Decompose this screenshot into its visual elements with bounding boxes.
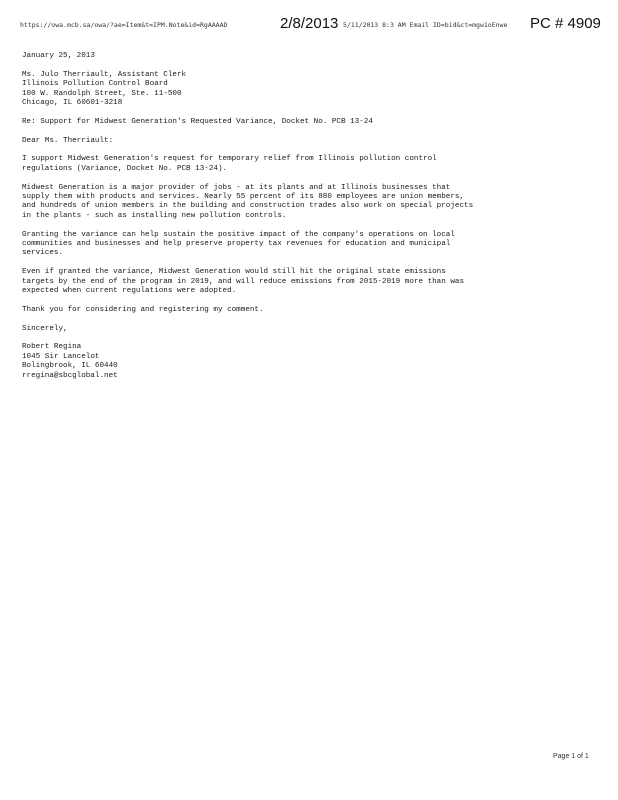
- letter-subject: Re: Support for Midwest Generation's Requested Variance, Docket No. PCB 13-24: [22, 117, 373, 126]
- paragraph: [22, 231, 588, 259]
- paragraph-line: targets by the end of the program in 2019, and will reduce emissions from 2015-2019 more than was: [22, 277, 465, 286]
- header-url: https://owa.mcb.sa/owa/?ae=Item&t=IPM.Note&id=RgAAAAD: [20, 21, 228, 29]
- recipient-line: 100 W. Randolph Street, Ste. 11-500: [22, 89, 182, 98]
- recipient-line: Chicago, IL 60601-3218: [22, 99, 123, 108]
- signature-block: [22, 343, 588, 381]
- paragraph-line: regulations (Variance, Docket No. PCB 13-24).: [22, 164, 228, 173]
- paragraph: [22, 184, 588, 222]
- recipient-address: [22, 71, 588, 109]
- letter-date: January 25, 2013: [22, 52, 95, 60]
- paragraph-line: supply them with products and services. Nearly 55 percent of its 880 employees are union members,: [22, 193, 465, 202]
- letter-body: [22, 52, 588, 381]
- paragraph-line: Midwest Generation is a major provider of jobs - at its plants and at Illinois businesses that: [22, 183, 451, 192]
- paragraph-line: Granting the variance can help sustain the positive impact of the company's operations on local: [22, 230, 455, 239]
- paragraph-line: and hundreds of union members in the building and construction trades also work on special projects: [22, 202, 474, 211]
- recipient-line: Illinois Pollution Control Board: [22, 80, 168, 89]
- paragraph-line: Thank you for considering and registering my comment.: [22, 305, 264, 314]
- header-date: 2/8/2013: [280, 15, 339, 32]
- paragraph-line: expected when current regulations were adopted.: [22, 287, 237, 296]
- public-comment-number: PC # 4909: [530, 15, 601, 32]
- paragraph-line: in the plants - such as installing new pollution controls.: [22, 211, 287, 220]
- recipient-line: Ms. Julo Therriault, Assistant Clerk: [22, 70, 187, 79]
- header-url-tail: 5/11/2013 8:3 AM Email ID=bid&ct=mgw1oEnwe: [343, 21, 508, 29]
- paragraph: [22, 268, 588, 296]
- paragraph: [22, 155, 588, 174]
- signer-email: rregina@sbcglobal.net: [22, 371, 118, 380]
- letter-closing: Sincerely,: [22, 324, 68, 333]
- letter-salutation: Dear Ms. Therriault:: [22, 136, 114, 145]
- paragraph-line: I support Midwest Generation's request for temporary relief from Illinois pollution control: [22, 155, 437, 164]
- paragraph: [22, 306, 588, 315]
- signer-street: 1045 Sir Lancelot: [22, 352, 100, 361]
- signer-city: Bolingbrook, IL 60440: [22, 362, 118, 371]
- signer-name: Robert Regina: [22, 343, 82, 352]
- page-number: Page 1 of 1: [553, 753, 589, 760]
- paragraph-line: communities and businesses and help preserve property tax revenues for education and municipal: [22, 240, 451, 249]
- paragraph-line: Even if granted the variance, Midwest Generation would still hit the original state emissions: [22, 268, 446, 277]
- paragraph-line: services.: [22, 249, 64, 258]
